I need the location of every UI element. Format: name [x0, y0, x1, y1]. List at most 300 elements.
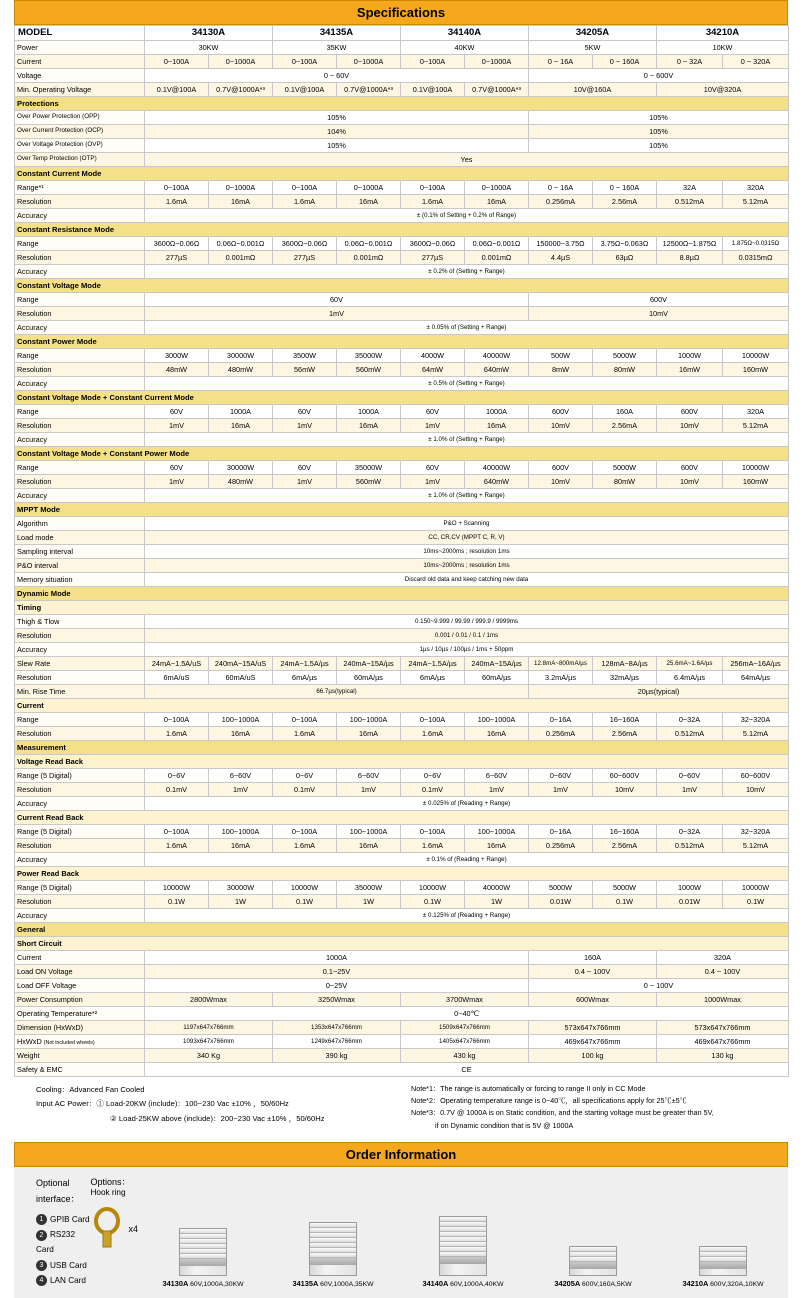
spec-value: 1mV	[273, 474, 337, 488]
spec-value: 10000W	[723, 348, 789, 362]
spec-value: 1197x647x766mm	[145, 1020, 273, 1034]
spec-value: 0.4 ~ 100V	[657, 964, 789, 978]
spec-value: 1W	[465, 894, 529, 908]
footnote-line: if on Dynamic condition that is 5V @ 1000A	[435, 1120, 574, 1130]
spec-value: 1000A	[145, 950, 529, 964]
section-header-row	[15, 222, 789, 236]
spec-row-label: Resolution	[15, 362, 145, 376]
footnote-line: Note*3：0.7V @ 1000A is on Static condition, and the starting voltage must be greater than 5V,	[411, 1108, 714, 1118]
footnote-line: Note*1：The range is automatically or forcing to range II only in CC Mode	[411, 1083, 646, 1093]
spec-row-label: Range	[15, 712, 145, 726]
spec-value: 5KW	[529, 40, 657, 54]
spec-value: 10mV	[657, 418, 723, 432]
section-header-row	[15, 96, 789, 110]
product-image	[699, 1246, 747, 1276]
spec-row-label: Sampling interval	[15, 544, 145, 558]
spec-row	[15, 782, 789, 796]
spec-row	[15, 54, 789, 68]
spec-value: 1000A	[465, 404, 529, 418]
spec-value: 1mV	[337, 782, 401, 796]
spec-value: 32mA/µs	[593, 670, 657, 684]
product-desc: 60V,1000A,40KW	[450, 1280, 504, 1288]
spec-value: CE	[145, 1062, 789, 1076]
spec-value: 60V	[145, 404, 209, 418]
spec-row	[15, 180, 789, 194]
spec-value: 60V	[145, 460, 209, 474]
specifications-title: Specifications	[14, 0, 788, 25]
spec-value: 1W	[337, 894, 401, 908]
spec-value: 66.7µs(typical)	[145, 684, 529, 698]
spec-value: 32~320A	[723, 712, 789, 726]
interface-label: LAN Card	[50, 1275, 86, 1285]
spec-value: 640mW	[465, 474, 529, 488]
spec-value: 0~100A	[401, 712, 465, 726]
spec-value: 3.75Ω~0.063Ω	[593, 236, 657, 250]
spec-row-label: Accuracy	[15, 908, 145, 922]
spec-value: 1000Wmax	[657, 992, 789, 1006]
spec-value: 0~6V	[145, 768, 209, 782]
spec-value: 1000W	[657, 880, 723, 894]
spec-value: 10V@320A	[657, 82, 789, 96]
spec-value: 48mW	[145, 362, 209, 376]
spec-value: 0 ~ 16A	[529, 54, 593, 68]
spec-value: 150000~3.75Ω	[529, 236, 593, 250]
spec-value: 1mV	[145, 418, 209, 432]
spec-value: 100~1000A	[465, 712, 529, 726]
spec-value: 5000W	[593, 880, 657, 894]
options-title: Options：	[90, 1176, 131, 1187]
spec-value: 105%	[529, 138, 789, 152]
spec-value: 60~600V	[723, 768, 789, 782]
spec-row	[15, 712, 789, 726]
subsection-header-row	[15, 698, 789, 712]
spec-row-label: Accuracy	[15, 852, 145, 866]
spec-row	[15, 642, 789, 656]
spec-value: ± 0.5% of (Setting + Range)	[145, 376, 789, 390]
spec-value: 0.06Ω~0.001Ω	[337, 236, 401, 250]
spec-row	[15, 110, 789, 124]
spec-value: 0~100A	[145, 54, 209, 68]
section-title: Constant Power Mode	[15, 334, 789, 348]
spec-value: 0.001mΩ	[209, 250, 273, 264]
spec-value: 3600Ω~0.06Ω	[273, 236, 337, 250]
spec-value: 1mV	[209, 782, 273, 796]
spec-row-label: Range (5 Digital)	[15, 880, 145, 894]
interface-number-icon: 2	[36, 1230, 47, 1241]
spec-value: 5000W	[593, 460, 657, 474]
spec-value: 1µs / 10µs / 100µs / 1ms + 50ppm	[145, 642, 789, 656]
spec-value: 16mA	[209, 726, 273, 740]
spec-value: 1mV	[401, 474, 465, 488]
spec-row-label: Range (5 Digital)	[15, 824, 145, 838]
spec-value: 0 ~ 160A	[593, 54, 657, 68]
spec-value: 5.12mA	[723, 838, 789, 852]
spec-value: 16mA	[465, 418, 529, 432]
spec-value: 430 kg	[401, 1048, 529, 1062]
spec-value: 1000A	[337, 404, 401, 418]
spec-row	[15, 236, 789, 250]
spec-value: 12.8mA~800mA/µs	[529, 656, 593, 670]
spec-row-label: Accuracy	[15, 432, 145, 446]
spec-value: 35000W	[337, 460, 401, 474]
spec-value: 1000A	[209, 404, 273, 418]
spec-value: 0.256mA	[529, 726, 593, 740]
spec-value: 0~100A	[145, 712, 209, 726]
spec-value: 24mA~1.5A/uS	[145, 656, 209, 670]
spec-value: 1mV	[657, 782, 723, 796]
spec-row	[15, 964, 789, 978]
spec-row-label: Safety & EMC	[15, 1062, 145, 1076]
spec-value: 6mA/µs	[401, 670, 465, 684]
footnotes-right	[411, 1083, 788, 1132]
spec-value: 12500Ω~1.875Ω	[657, 236, 723, 250]
spec-row-label: Resolution	[15, 838, 145, 852]
spec-value: 0~1000A	[465, 180, 529, 194]
section-title: MPPT Mode	[15, 502, 789, 516]
spec-value: 600Wmax	[529, 992, 657, 1006]
device-base	[440, 1257, 486, 1264]
device-base	[700, 1262, 746, 1269]
spec-value: 0.1V@100A	[273, 82, 337, 96]
spec-row-label: Accuracy	[15, 642, 145, 656]
spec-value: 128mA~8A/µs	[593, 656, 657, 670]
spec-value: 0.256mA	[529, 838, 593, 852]
spec-value: 10ms~2000ms ; resolution 1ms	[145, 558, 789, 572]
footnote-line: Cooling：Advanced Fan Cooled	[36, 1084, 145, 1094]
spec-value: 0.001mΩ	[337, 250, 401, 264]
spec-row	[15, 306, 789, 320]
subsection-header-row	[15, 810, 789, 824]
spec-value: 573x647x766mm	[657, 1020, 789, 1034]
spec-value: 10V@160A	[529, 82, 657, 96]
spec-value: 10000W	[401, 880, 465, 894]
spec-row-label: Accuracy	[15, 264, 145, 278]
spec-row-label: Over Temp Protection (OTP)	[15, 152, 145, 166]
spec-row	[15, 684, 789, 698]
spec-row-label: Power	[15, 40, 145, 54]
section-header-row	[15, 166, 789, 180]
spec-row	[15, 838, 789, 852]
spec-value: 3600Ω~0.06Ω	[401, 236, 465, 250]
spec-value: 0.001 / 0.01 / 0.1 / 1ms	[145, 628, 789, 642]
interface-item	[36, 1258, 90, 1273]
model-34205A: 34205A	[529, 26, 657, 41]
spec-value: 60~600V	[593, 768, 657, 782]
spec-value: 1405x647x766mm	[401, 1034, 529, 1048]
spec-value: 10000W	[723, 880, 789, 894]
spec-row	[15, 418, 789, 432]
spec-value: 2.56mA	[593, 418, 657, 432]
spec-value: 0~60V	[657, 768, 723, 782]
spec-value: 105%	[145, 110, 529, 124]
spec-value: 1509x647x766mm	[401, 1020, 529, 1034]
spec-value: 0~6V	[273, 768, 337, 782]
spec-value: 0~1000A	[209, 180, 273, 194]
subsection-title: Short Circuit	[15, 936, 789, 950]
spec-row-label: Power Consumption	[15, 992, 145, 1006]
spec-value: 1093x647x766mm	[145, 1034, 273, 1048]
spec-value: 320A	[723, 404, 789, 418]
spec-value: 573x647x766mm	[529, 1020, 657, 1034]
spec-value: 600V	[529, 292, 789, 306]
hook-ring-figure	[90, 1207, 138, 1251]
spec-value: 0.1W	[593, 894, 657, 908]
spec-value: 0.1V@100A	[401, 82, 465, 96]
spec-value: 1.6mA	[401, 726, 465, 740]
spec-value: 24mA~1.5A/µs	[273, 656, 337, 670]
spec-row	[15, 656, 789, 670]
spec-value: 16mA	[209, 838, 273, 852]
spec-value: 0~16A	[529, 712, 593, 726]
spec-value: 4000W	[401, 348, 465, 362]
spec-value: 16~160A	[593, 712, 657, 726]
spec-value: 100~1000A	[209, 712, 273, 726]
interface-number-icon: 1	[36, 1214, 47, 1225]
footnote-line: Note*2：Operating temperature range is 0~40℃，all specifications apply for 25℃±5℃	[411, 1096, 687, 1106]
spec-value: 0.1W	[723, 894, 789, 908]
spec-value: 0~1000A	[337, 180, 401, 194]
spec-value: 40000W	[465, 460, 529, 474]
spec-value: 64mW	[401, 362, 465, 376]
spec-value: 0.001mΩ	[465, 250, 529, 264]
spec-row-label: Voltage	[15, 68, 145, 82]
spec-value: 0~100A	[401, 180, 465, 194]
spec-value: 16mW	[657, 362, 723, 376]
spec-row	[15, 40, 789, 54]
spec-row-label: Slew Rate	[15, 656, 145, 670]
footnotes	[14, 1083, 788, 1132]
spec-value: 24mA~1.5A/µs	[401, 656, 465, 670]
spec-value: 0~100A	[401, 54, 465, 68]
spec-value: 0 ~ 16A	[529, 180, 593, 194]
product-list	[138, 1175, 788, 1288]
spec-value: 0.7V@1000A*³	[337, 82, 401, 96]
product-item	[658, 1246, 788, 1288]
spec-row-label: P&O interval	[15, 558, 145, 572]
spec-value: 16mA	[465, 194, 529, 208]
spec-value: 16mA	[337, 418, 401, 432]
spec-row-label: Thigh & Tlow	[15, 614, 145, 628]
spec-value: 0~100A	[273, 712, 337, 726]
spec-value: 0.512mA	[657, 726, 723, 740]
subsection-header-row	[15, 754, 789, 768]
interface-label: RS232 Card	[36, 1230, 76, 1255]
spec-value: 20µs(typical)	[529, 684, 789, 698]
spec-value: 0.06Ω~0.001Ω	[209, 236, 273, 250]
spec-value: 32A	[657, 180, 723, 194]
footnote-line: Input AC Power：① Load-20KW (include)：100~230 Vac ±10% ，50/60Hz	[36, 1099, 289, 1109]
spec-row-label: HxWxD (Not included wheels)	[15, 1034, 145, 1048]
product-model: 34140A	[422, 1278, 451, 1288]
device-base	[180, 1259, 226, 1266]
spec-value: ± 0.025% of (Reading + Range)	[145, 796, 789, 810]
spec-value: 60V	[273, 404, 337, 418]
section-header-row	[15, 502, 789, 516]
spec-row-label: Load OFF Voltage	[15, 978, 145, 992]
spec-value: 80mW	[593, 474, 657, 488]
spec-row	[15, 516, 789, 530]
spec-value: 30KW	[145, 40, 273, 54]
spec-value: 60V	[145, 292, 529, 306]
spec-value: 1353x647x766mm	[273, 1020, 401, 1034]
spec-value: 5.12mA	[723, 418, 789, 432]
spec-row	[15, 488, 789, 502]
spec-row	[15, 362, 789, 376]
spec-value: 60V	[401, 404, 465, 418]
spec-value: 60V	[273, 460, 337, 474]
spec-value: 8.8µΩ	[657, 250, 723, 264]
section-header-row	[15, 278, 789, 292]
spec-row	[15, 670, 789, 684]
spec-value: 0~100A	[273, 824, 337, 838]
product-desc: 600V,320A,10KW	[710, 1280, 764, 1288]
spec-value: 256mA~16A/µs	[723, 656, 789, 670]
interface-label: USB Card	[50, 1260, 87, 1270]
spec-value: ± (0.1% of Setting + 0.2% of Range)	[145, 208, 789, 222]
spec-row-label: Resolution	[15, 628, 145, 642]
spec-row	[15, 824, 789, 838]
section-header-row	[15, 390, 789, 404]
spec-value: 10mV	[529, 306, 789, 320]
spec-value: 5.12mA	[723, 726, 789, 740]
subsection-header-row	[15, 600, 789, 614]
spec-row-label: Resolution	[15, 782, 145, 796]
subsection-title: Voltage Read Back	[15, 754, 789, 768]
spec-value: 0~32A	[657, 712, 723, 726]
device-base	[310, 1258, 356, 1265]
product-image	[309, 1222, 357, 1276]
spec-value: 240mA~15A/uS	[209, 656, 273, 670]
section-title: General	[15, 922, 789, 936]
spec-value: 100~1000A	[465, 824, 529, 838]
spec-row-label: Range	[15, 236, 145, 250]
spec-value: 2800Wmax	[145, 992, 273, 1006]
spec-row-label: Accuracy	[15, 320, 145, 334]
spec-value: 0~100A	[401, 824, 465, 838]
option-qty: x4	[128, 1223, 138, 1234]
spec-value: 1.6mA	[273, 838, 337, 852]
spec-value: 5000W	[593, 348, 657, 362]
spec-value: 35000W	[337, 348, 401, 362]
spec-row-label: Algorithm	[15, 516, 145, 530]
subsection-header-row	[15, 866, 789, 880]
footnotes-left	[14, 1083, 411, 1132]
spec-value: 600V	[529, 404, 593, 418]
spec-row-label: Range	[15, 348, 145, 362]
options-column	[90, 1175, 138, 1288]
spec-value: 35000W	[337, 880, 401, 894]
section-title: Protections	[15, 96, 789, 110]
section-header-row	[15, 334, 789, 348]
spec-value: 480mW	[209, 474, 273, 488]
spec-row	[15, 880, 789, 894]
spec-row	[15, 572, 789, 586]
spec-value: 1W	[209, 894, 273, 908]
spec-row	[15, 726, 789, 740]
spec-row	[15, 978, 789, 992]
spec-row-label: Range	[15, 292, 145, 306]
spec-row	[15, 614, 789, 628]
spec-value: 32~320A	[723, 824, 789, 838]
spec-value: 6.4mA/µs	[657, 670, 723, 684]
spec-row-label: Range	[15, 404, 145, 418]
spec-value: 1.6mA	[145, 838, 209, 852]
spec-value: ± 0.05% of (Setting + Range)	[145, 320, 789, 334]
spec-value: 30000W	[209, 460, 273, 474]
product-image	[569, 1246, 617, 1276]
spec-row	[15, 992, 789, 1006]
spec-value: 0.1mV	[273, 782, 337, 796]
spec-row-label: Resolution	[15, 194, 145, 208]
spec-value: 16mA	[337, 838, 401, 852]
spec-value: 0.512mA	[657, 838, 723, 852]
spec-value: 64mA/µs	[723, 670, 789, 684]
spec-value: 0~60V	[529, 768, 593, 782]
spec-row	[15, 404, 789, 418]
spec-row-label: Resolution	[15, 250, 145, 264]
spec-value: 35KW	[273, 40, 401, 54]
spec-value: 500W	[529, 348, 593, 362]
spec-row-label: Current	[15, 950, 145, 964]
product-caption	[398, 1279, 528, 1288]
product-item	[398, 1216, 528, 1288]
spec-value: 0 ~ 100V	[529, 978, 789, 992]
specifications-section	[14, 0, 788, 1077]
subsection-title: Current	[15, 698, 789, 712]
spec-value: 1.6mA	[401, 194, 465, 208]
interface-number-icon: 3	[36, 1260, 47, 1271]
footnote-line: ② Load-25KW above (include)：200~230 Vac ±10% ，50/60Hz	[110, 1113, 325, 1123]
spec-value: 100 kg	[529, 1048, 657, 1062]
product-caption	[138, 1279, 268, 1288]
spec-value: 6~60V	[209, 768, 273, 782]
specifications-table	[14, 25, 789, 1077]
spec-value: 16mA	[209, 194, 273, 208]
spec-value: 1.875Ω~0.0315Ω	[723, 236, 789, 250]
spec-value: 0~40℃	[145, 1006, 789, 1020]
model-34135A: 34135A	[273, 26, 401, 41]
subsection-title: Power Read Back	[15, 866, 789, 880]
spec-value: 600V	[657, 460, 723, 474]
product-model: 34210A	[682, 1278, 711, 1288]
spec-value: 0~100A	[145, 824, 209, 838]
product-item	[528, 1246, 658, 1288]
spec-row-label: Accuracy	[15, 208, 145, 222]
spec-value: 0~16A	[529, 824, 593, 838]
spec-value: 1.6mA	[273, 194, 337, 208]
spec-value: 0.0315mΩ	[723, 250, 789, 264]
section-header-row	[15, 740, 789, 754]
option-name: Hook ring	[90, 1187, 126, 1197]
spec-value: 1.6mA	[273, 726, 337, 740]
spec-value: 10mV	[529, 418, 593, 432]
model-header-row	[15, 26, 789, 41]
spec-value: 0.01W	[529, 894, 593, 908]
spec-value: 3600Ω~0.06Ω	[145, 236, 209, 250]
spec-row-label: Range (5 Digital)	[15, 768, 145, 782]
spec-value: 0.150~9.999 / 99.99 / 999.9 / 9999ms	[145, 614, 789, 628]
subsection-header-row	[15, 936, 789, 950]
spec-row-label: Min. Operating Voltage	[15, 82, 145, 96]
spec-row-label: Load mode	[15, 530, 145, 544]
spec-value: 0.4 ~ 100V	[529, 964, 657, 978]
spec-value: 0~1000A	[465, 54, 529, 68]
spec-value: Discard old data and keep catching new data	[145, 572, 789, 586]
model-34130A: 34130A	[145, 26, 273, 41]
product-caption	[658, 1279, 788, 1288]
spec-value: 16~160A	[593, 824, 657, 838]
spec-row-label: Current	[15, 54, 145, 68]
